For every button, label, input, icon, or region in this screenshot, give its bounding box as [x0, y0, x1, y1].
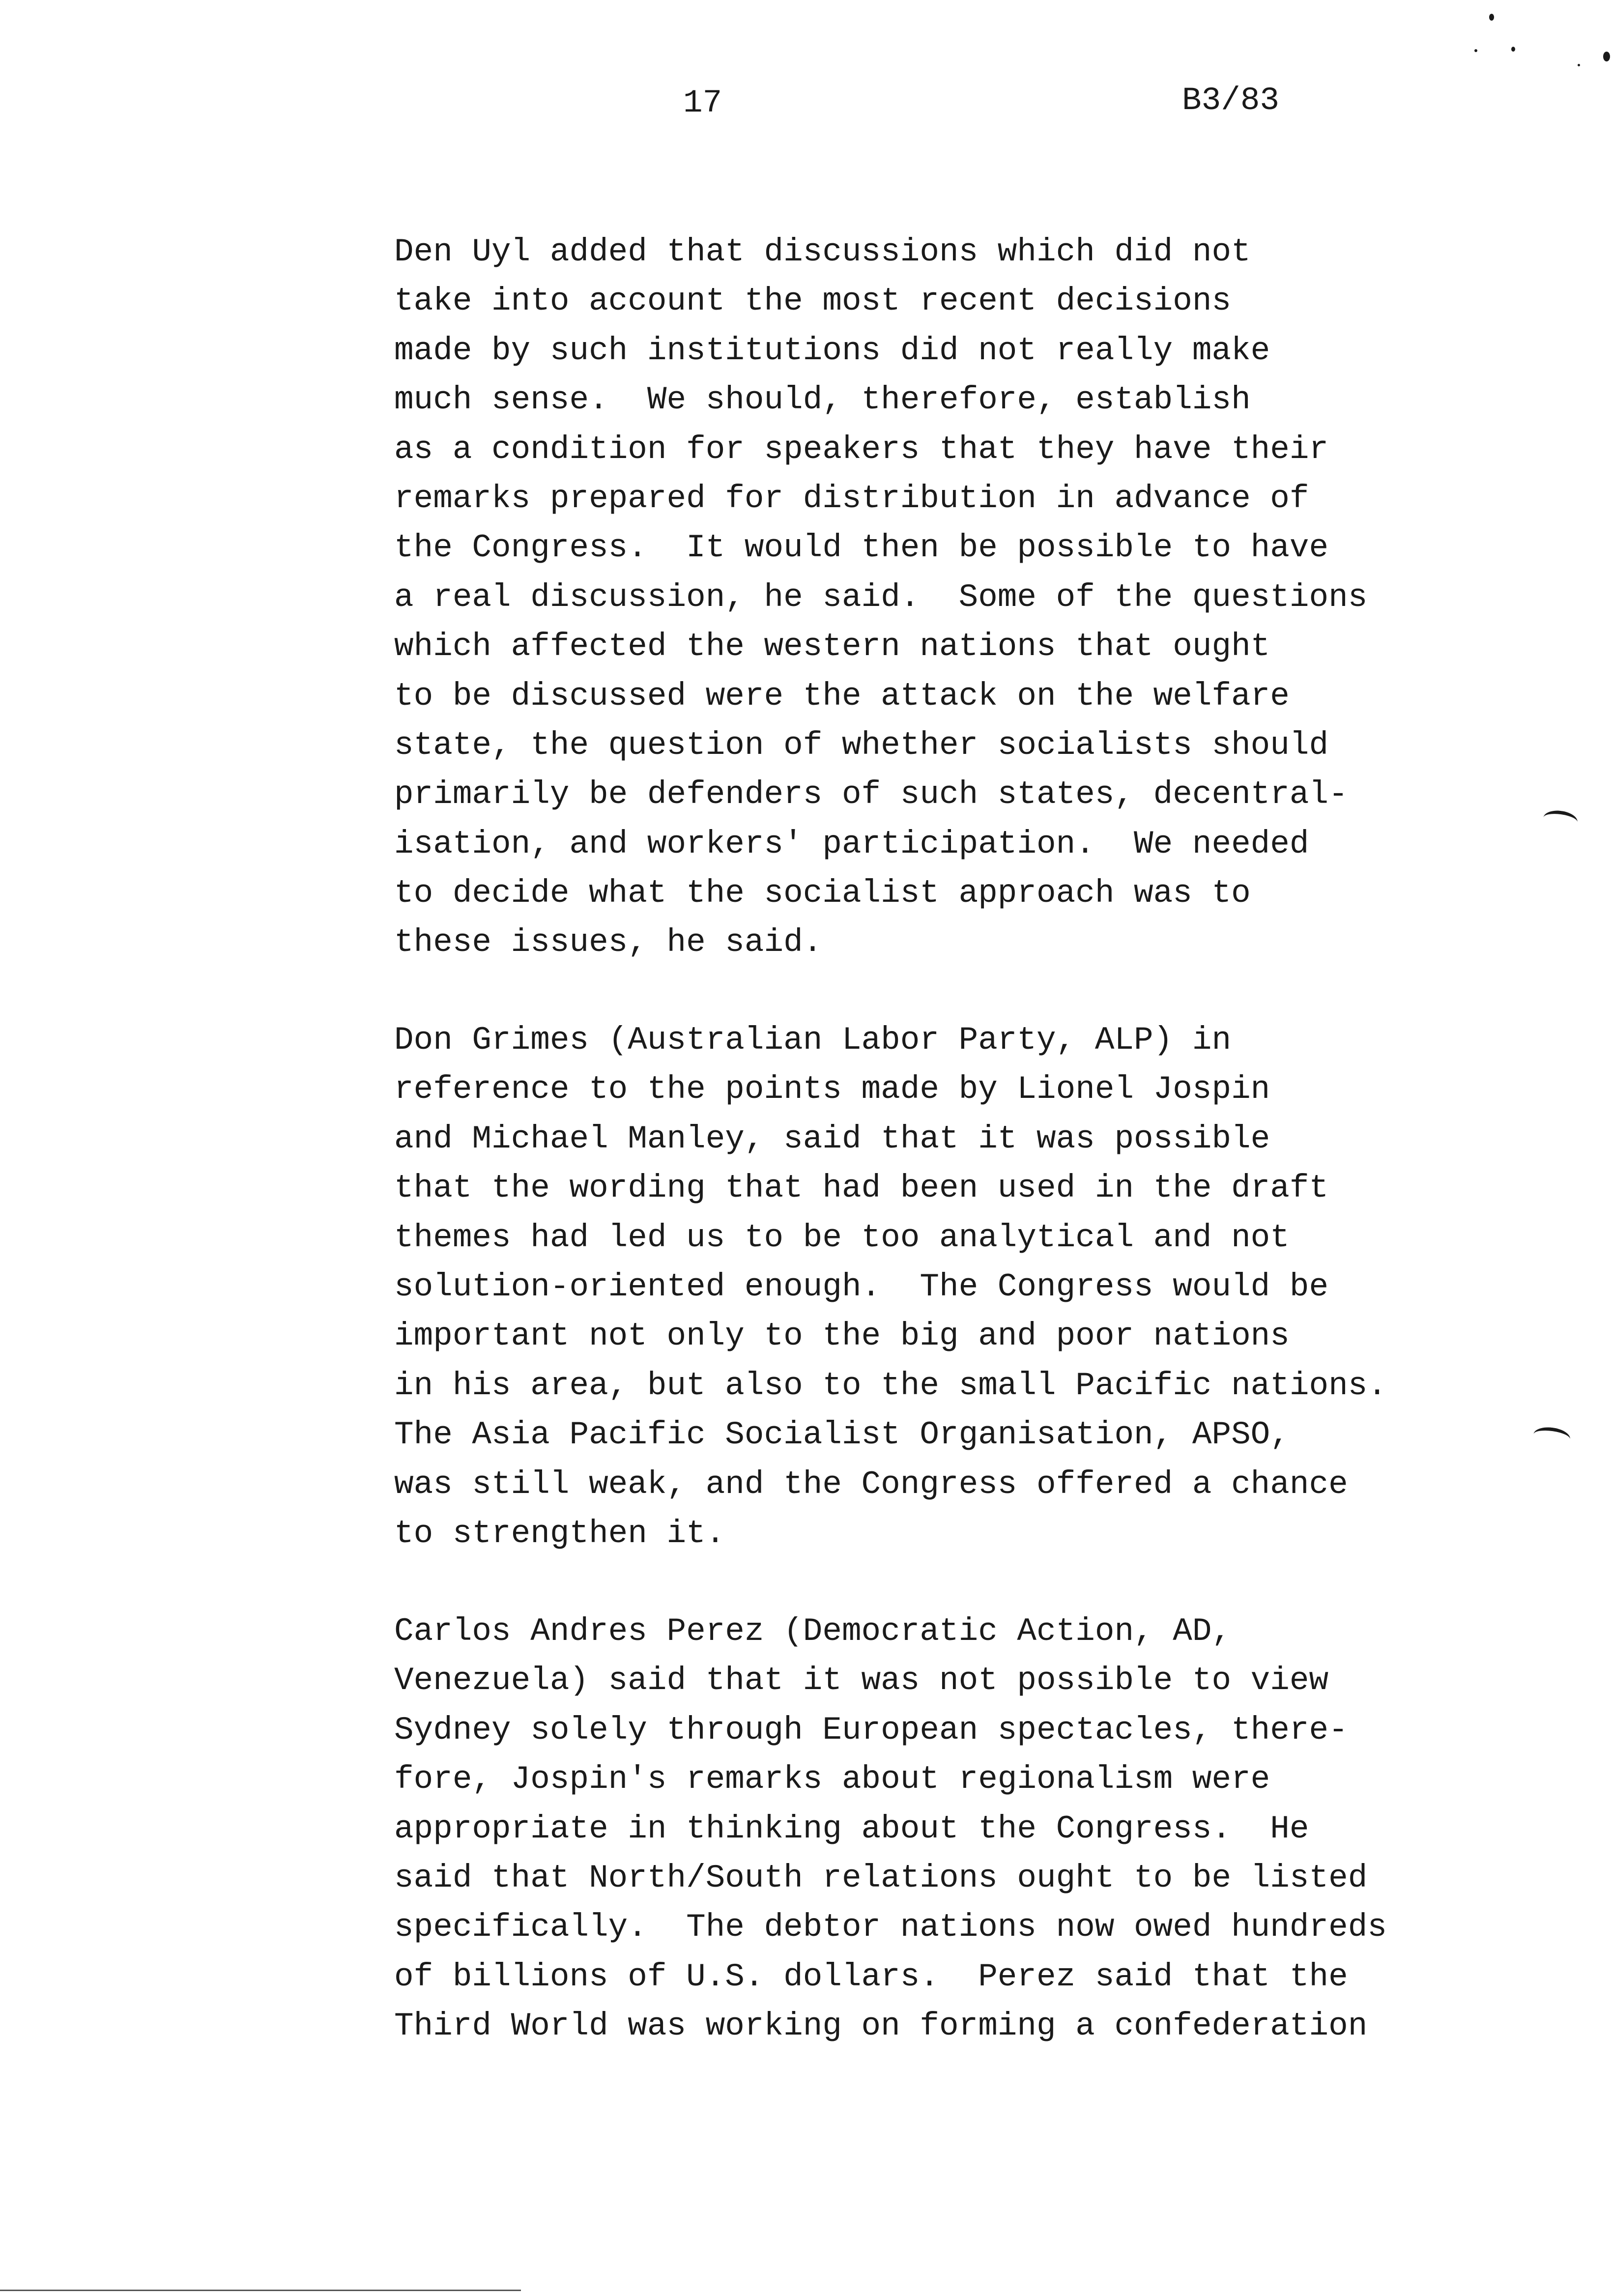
text-line: Den Uyl added that discussions which did not — [394, 233, 1251, 270]
text-line: The Asia Pacific Socialist Organisation, APSO, — [394, 1416, 1290, 1454]
text-line: Venezuela) said that it was not possible to view — [394, 1662, 1329, 1699]
text-line: was still weak, and the Congress offered a chance — [394, 1465, 1348, 1503]
paragraph-den-uyl — [394, 228, 1367, 968]
text-line: Carlos Andres Perez (Democratic Action, AD, — [394, 1613, 1232, 1650]
document-reference: B3/83 — [1182, 82, 1280, 119]
text-line: in his area, but also to the small Pacific nations. — [394, 1367, 1387, 1404]
text-line: isation, and workers' participation. We needed — [394, 825, 1309, 862]
text-line: specifically. The debtor nations now owed hundreds — [394, 1909, 1387, 1946]
text-line: these issues, he said. — [394, 924, 823, 961]
text-line: and Michael Manley, said that it was possible — [394, 1120, 1270, 1157]
text-line: Third World was working on forming a confederation — [394, 2008, 1368, 2045]
scan-speck — [1474, 49, 1477, 52]
text-line: of billions of U.S. dollars. Perez said that the — [394, 1958, 1348, 1995]
text-line: remarks prepared for distribution in advance of — [394, 480, 1309, 517]
text-line: important not only to the big and poor nations — [394, 1318, 1290, 1355]
text-line: to decide what the socialist approach was to — [394, 875, 1251, 912]
text-line: to strengthen it. — [394, 1515, 725, 1552]
text-line: fore, Jospin's remarks about regionalism were — [394, 1761, 1270, 1798]
text-line: to be discussed were the attack on the welfare — [394, 677, 1290, 715]
text-line: state, the question of whether socialists should — [394, 726, 1329, 764]
paragraph-don-grimes — [394, 1016, 1387, 1558]
bottom-rule — [0, 2290, 521, 2291]
text-line: as a condition for speakers that they have their — [394, 430, 1329, 468]
scan-speck — [1489, 14, 1494, 21]
margin-mark — [1532, 1425, 1571, 1448]
text-line: themes had led us to be too analytical and not — [394, 1219, 1290, 1256]
page-number: 17 — [683, 85, 722, 121]
margin-mark — [1542, 808, 1579, 831]
text-line: much sense. We should, therefore, establish — [394, 381, 1251, 419]
text-line: the Congress. It would then be possible to have — [394, 529, 1329, 567]
text-line: solution-oriented enough. The Congress would be — [394, 1268, 1329, 1305]
text-line: a real discussion, he said. Some of the questions — [394, 578, 1368, 616]
scan-speck — [1511, 47, 1515, 52]
text-line: that the wording that had been used in the draft — [394, 1170, 1329, 1207]
text-line: Don Grimes (Australian Labor Party, ALP) in — [394, 1022, 1232, 1059]
scan-speck — [1603, 52, 1610, 61]
text-line: reference to the points made by Lionel Jospin — [394, 1071, 1270, 1108]
paragraph-carlos-andres-perez — [394, 1607, 1387, 2051]
text-line: primarily be defenders of such states, decentral- — [394, 776, 1348, 813]
text-line: made by such institutions did not really make — [394, 332, 1270, 369]
text-line: appropriate in thinking about the Congress. He — [394, 1810, 1309, 1847]
text-line: which affected the western nations that ought — [394, 628, 1270, 665]
scan-speck — [1578, 64, 1580, 66]
text-line: Sydney solely through European spectacles, there- — [394, 1711, 1348, 1749]
text-line: take into account the most recent decisions — [394, 283, 1232, 320]
text-line: said that North/South relations ought to be listed — [394, 1859, 1368, 1896]
